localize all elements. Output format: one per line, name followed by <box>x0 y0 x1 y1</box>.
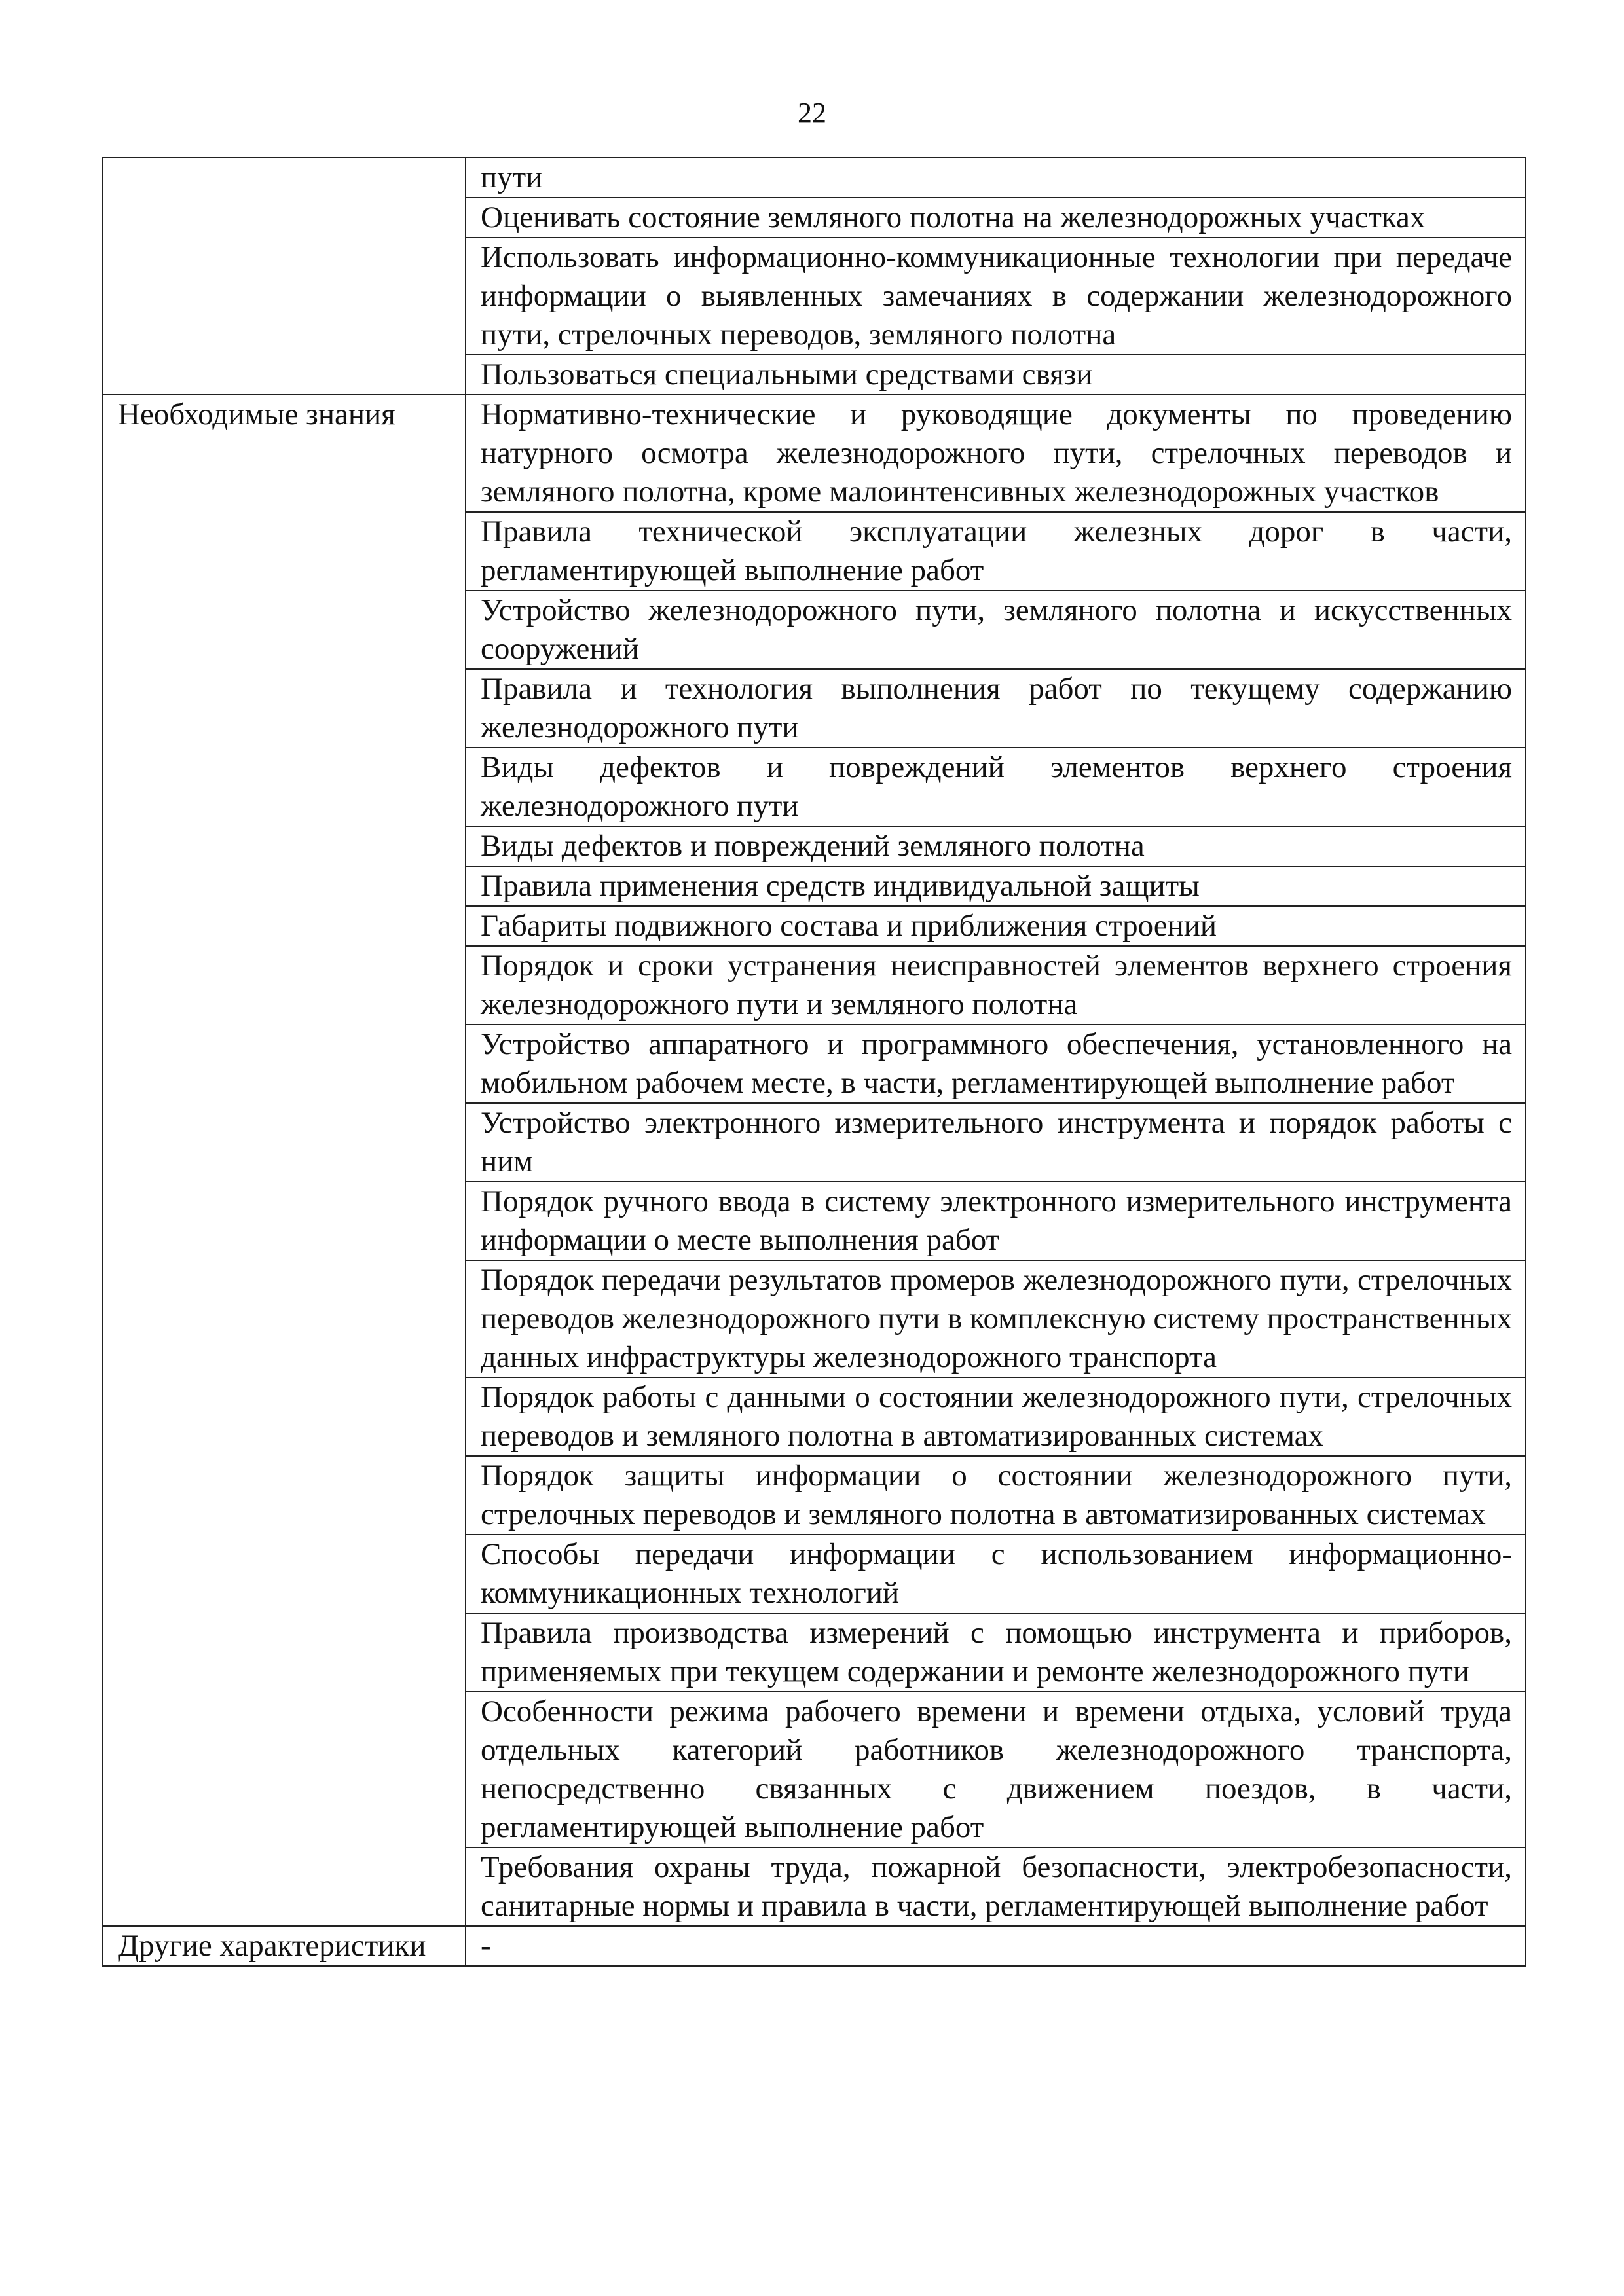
knowledge-item: Способы передачи информации с использованием информационно-коммуникационных технологий <box>466 1535 1526 1613</box>
knowledge-item: Порядок работы с данными о состоянии железнодорожного пути, стрелочных переводов и земляного полотна в автоматизированных системах <box>466 1377 1526 1456</box>
other-characteristics-label: Другие характеристики <box>103 1926 466 1966</box>
knowledge-item: Порядок защиты информации о состоянии железнодорожного пути, стрелочных переводов и земляного полотна в автоматизированных системах <box>466 1456 1526 1535</box>
knowledge-item: Виды дефектов и повреждений земляного полотна <box>466 826 1526 866</box>
skill-item: Оценивать состояние земляного полотна на железнодорожных участках <box>466 198 1526 238</box>
knowledge-label: Необходимые знания <box>103 395 466 1926</box>
knowledge-item: Порядок ручного ввода в систему электронного измерительного инструмента информации о месте выполнения работ <box>466 1182 1526 1260</box>
knowledge-item: Правила технической эксплуатации железных дорог в части, регламентирующей выполнение работ <box>466 512 1526 591</box>
knowledge-item: Нормативно-технические и руководящие документы по проведению натурного осмотра железнодорожного пути, стрелочных переводов и земляного полотна, кроме малоинтенсивных железнодорожных участков <box>466 395 1526 512</box>
skill-item: пути <box>466 158 1526 198</box>
knowledge-item: Правила применения средств индивидуальной защиты <box>466 866 1526 906</box>
requirements-table <box>102 157 1526 1967</box>
knowledge-item: Особенности режима рабочего времени и времени отдыха, условий труда отдельных категорий работников железнодорожного транспорта, непосредственно связанных с движением поездов, в части, регламентирующей выполнение работ <box>466 1692 1526 1848</box>
knowledge-item: Правила и технология выполнения работ по текущему содержанию железнодорожного пути <box>466 669 1526 748</box>
knowledge-item: Габариты подвижного состава и приближения строений <box>466 906 1526 946</box>
knowledge-item: Устройство электронного измерительного инструмента и порядок работы с ним <box>466 1103 1526 1182</box>
knowledge-item: Устройство железнодорожного пути, земляного полотна и искусственных сооружений <box>466 591 1526 669</box>
knowledge-item: Устройство аппаратного и программного обеспечения, установленного на мобильном рабочем месте, в части, регламентирующей выполнение работ <box>466 1025 1526 1103</box>
knowledge-item: Правила производства измерений с помощью инструмента и приборов, применяемых при текущем содержании и ремонте железнодорожного пути <box>466 1613 1526 1692</box>
table-row <box>103 1926 1526 1966</box>
knowledge-item: Порядок передачи результатов промеров железнодорожного пути, стрелочных переводов железнодорожного пути в комплексную систему пространственных данных инфраструктуры железнодорожного транспорта <box>466 1260 1526 1377</box>
skills-label-cell <box>103 158 466 395</box>
skill-item: Использовать информационно-коммуникационные технологии при передаче информации о выявленных замечаниях в содержании железнодорожного пути, стрелочных переводов, земляного полотна <box>466 238 1526 355</box>
table-row <box>103 158 1526 198</box>
knowledge-item: Требования охраны труда, пожарной безопасности, электробезопасности, санитарные нормы и правила в части, регламентирующей выполнение работ <box>466 1848 1526 1926</box>
knowledge-item: Виды дефектов и повреждений элементов верхнего строения железнодорожного пути <box>466 748 1526 826</box>
other-characteristics-value: - <box>466 1926 1526 1966</box>
knowledge-item: Порядок и сроки устранения неисправностей элементов верхнего строения железнодорожного пути и земляного полотна <box>466 946 1526 1025</box>
page-number: 22 <box>798 97 826 129</box>
table-row <box>103 395 1526 512</box>
skill-item: Пользоваться специальными средствами связи <box>466 355 1526 395</box>
